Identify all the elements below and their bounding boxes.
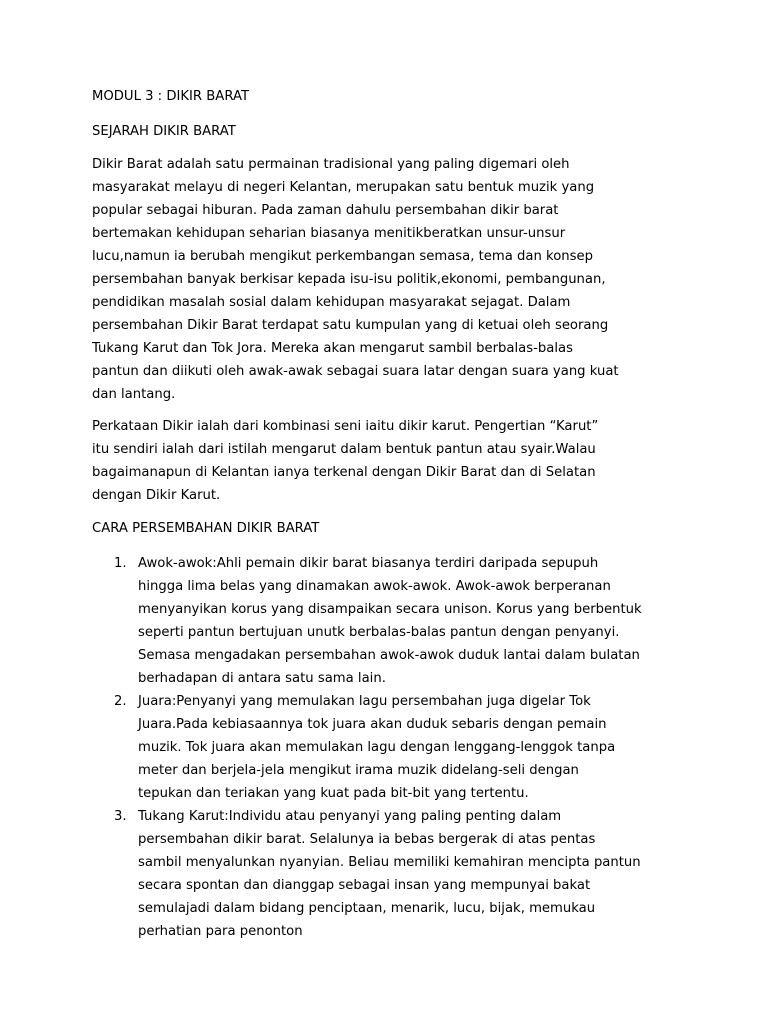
list-number: 1. xyxy=(114,556,127,571)
paragraph-line: itu sendiri ialah dari istilah mengarut dalam bentuk pantun atau syair.Walau xyxy=(92,442,596,457)
paragraph-line: Tukang Karut dan Tok Jora. Mereka akan mengarut sambil berbalas-balas xyxy=(92,341,573,356)
list-item-line: Juara:Penyanyi yang memulakan lagu persembahan juga digelar Tok xyxy=(138,694,591,709)
list-item-line: muzik. Tok juara akan memulakan lagu dengan lenggang-lenggok tanpa xyxy=(138,740,616,755)
list-item-line: tepukan dan teriakan yang kuat pada bit-bit yang tertentu. xyxy=(138,786,529,801)
module-title: MODUL 3 : DIKIR BARAT xyxy=(92,89,250,104)
list-item-line: perhatian para penonton xyxy=(138,924,303,939)
paragraph-line: dengan Dikir Karut. xyxy=(92,488,221,503)
paragraph-line: lucu,namun ia berubah mengikut perkembangan semasa, tema dan konsep xyxy=(92,249,593,264)
list-item-line: semulajadi dalam bidang penciptaan, menarik, lucu, bijak, memukau xyxy=(138,901,596,916)
list-item-line: meter dan berjela-jela mengikut irama muzik didelang-seli dengan xyxy=(138,763,579,778)
list-item-line: Semasa mengadakan persembahan awok-awok duduk lantai dalam bulatan xyxy=(138,648,640,663)
paragraph-line: bagaimanapun di Kelantan ianya terkenal dengan Dikir Barat dan di Selatan xyxy=(92,465,596,480)
list-item-line: persembahan dikir barat. Selalunya ia bebas bergerak di atas pentas xyxy=(138,832,596,847)
list-item-line: menyanyikan korus yang disampaikan secara unison. Korus yang berbentuk xyxy=(138,602,642,617)
section-heading-performance: CARA PERSEMBAHAN DIKIR BARAT xyxy=(92,521,320,536)
list-number: 2. xyxy=(114,694,127,709)
section-heading-history: SEJARAH DIKIR BARAT xyxy=(92,124,236,139)
paragraph-line: persembahan banyak berkisar kepada isu-isu politik,ekonomi, pembangunan, xyxy=(92,272,606,287)
paragraph-line: pendidikan masalah sosial dalam kehidupan masyarakat sejagat. Dalam xyxy=(92,295,571,310)
paragraph-line: Perkataan Dikir ialah dari kombinasi seni iaitu dikir karut. Pengertian “Karut” xyxy=(92,419,599,434)
paragraph-line: pantun dan diikuti oleh awak-awak sebagai suara latar dengan suara yang kuat xyxy=(92,364,619,379)
paragraph-line: Dikir Barat adalah satu permainan tradisional yang paling digemari oleh xyxy=(92,157,570,172)
paragraph-line: popular sebagai hiburan. Pada zaman dahulu persembahan dikir barat xyxy=(92,203,559,218)
paragraph-line: bertemakan kehidupan seharian biasanya menitikberatkan unsur-unsur xyxy=(92,226,566,241)
list-item-line: sambil menyalunkan nyanyian. Beliau memiliki kemahiran mencipta pantun xyxy=(138,855,641,870)
list-item-line: Awok-awok:Ahli pemain dikir barat biasanya terdiri daripada sepupuh xyxy=(138,556,599,571)
list-item-line: Juara.Pada kebiasaannya tok juara akan duduk sebaris dengan pemain xyxy=(138,717,607,732)
paragraph-line: persembahan Dikir Barat terdapat satu kumpulan yang di ketuai oleh seorang xyxy=(92,318,609,333)
list-item-line: berhadapan di antara satu sama lain. xyxy=(138,671,386,686)
paragraph-line: dan lantang. xyxy=(92,387,176,402)
list-number: 3. xyxy=(114,809,127,824)
list-item-line: hingga lima belas yang dinamakan awok-awok. Awok-awok berperanan xyxy=(138,579,611,594)
list-item-line: seperti pantun bertujuan unutk berbalas-balas pantun dengan penyanyi. xyxy=(138,625,620,640)
list-item-line: secara spontan dan dianggap sebagai insan yang mempunyai bakat xyxy=(138,878,591,893)
paragraph-line: masyarakat melayu di negeri Kelantan, merupakan satu bentuk muzik yang xyxy=(92,180,595,195)
list-item-line: Tukang Karut:Individu atau penyanyi yang paling penting dalam xyxy=(138,809,562,824)
